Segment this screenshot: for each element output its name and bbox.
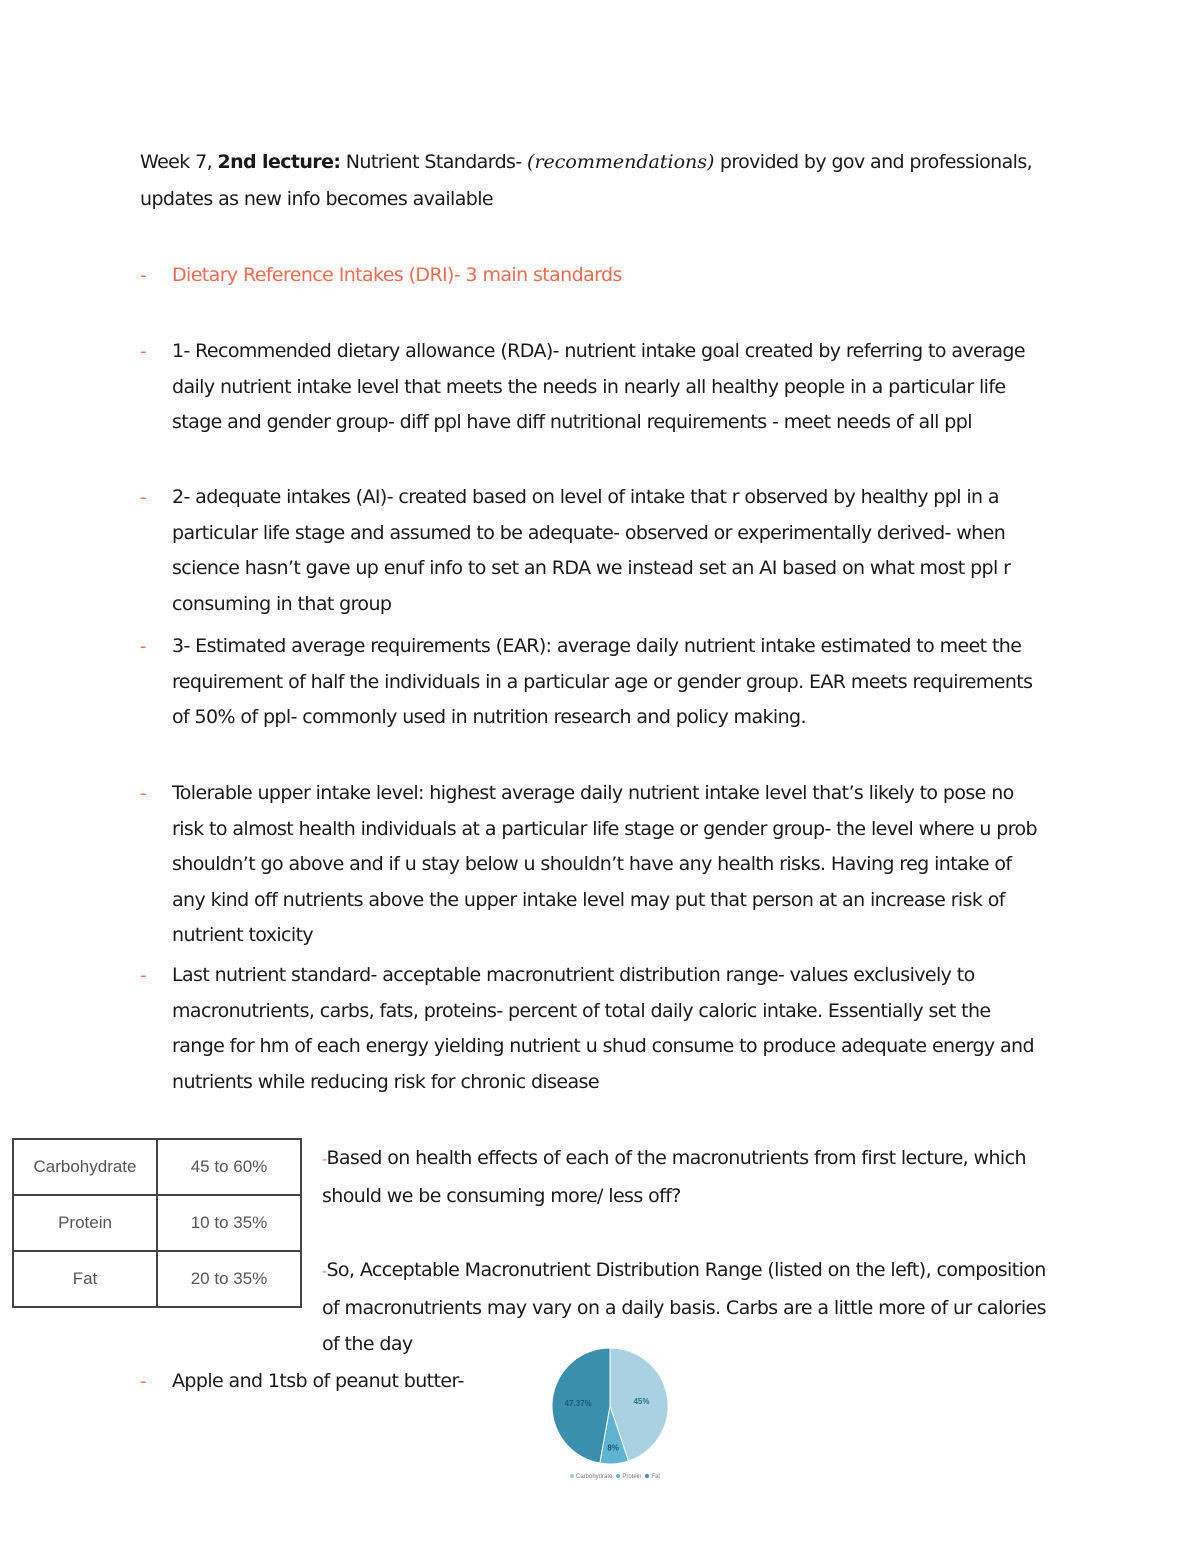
table-cell-nutrient: Carbohydrate — [13, 1139, 157, 1195]
table-cell-range: 45 to 60% — [157, 1139, 301, 1195]
pie-legend — [566, 1474, 660, 1480]
bullet-dash: - — [140, 783, 146, 804]
legend-label: Protein — [622, 1474, 642, 1480]
side-note-text: So, Acceptable Macronutrient Distribution Range (listed on the left), composition of macronutrients may vary on a daily basis. Carbs are a little more of ur calories of the day — [322, 1259, 1046, 1355]
bullet-dash: - — [140, 636, 146, 657]
bullet-apple — [140, 1364, 500, 1400]
side-note-question — [322, 1140, 1062, 1214]
bullet-text: 1- Recommended dietary allowance (RDA)- nutrient intake goal created by referring to average daily nutrient intake level that meets the needs in nearly all healthy people in a particular life stage and gender group- diff ppl have diff nutritional requirements - meet needs of all ppl — [172, 340, 1025, 433]
table-cell-nutrient: Protein — [13, 1195, 157, 1251]
bullet-text: 2- adequate intakes (AI)- created based on level of intake that r observed by healthy ppl in a particular life stage and assumed to be adequate- observed or experimentally derived- when science hasn’t gave up enuf info to set an RDA we instead set an AI based on what most ppl r consuming in that group — [172, 486, 1011, 615]
note-tick: - — [322, 1264, 327, 1280]
intro-text-2: provided by gov and professionals, updates as new info becomes available — [140, 151, 1033, 210]
intro-italic: (recommendations) — [527, 151, 715, 173]
table-cell-range: 10 to 35% — [157, 1195, 301, 1251]
bullet-dash: - — [140, 1371, 146, 1392]
bullet-ul — [140, 776, 1040, 954]
table-cell-nutrient: Fat — [13, 1251, 157, 1307]
bullet-dri — [140, 258, 1040, 294]
bullet-dash: - — [140, 341, 146, 362]
pie-svg — [540, 1336, 680, 1476]
bullet-dash: - — [140, 265, 146, 286]
bullet-text: Tolerable upper intake level: highest average daily nutrient intake level that’s likely to pose no risk to almost health individuals at a particular life stage or gender group- the level where u prob shouldn’t go above and if u stay below u shouldn’t have any health risks. Having reg intake of any kind off nutrients above the upper intake level may put that person at an increase risk of nutrient toxicity — [172, 782, 1037, 946]
table-cell-range: 20 to 35% — [157, 1251, 301, 1307]
bullet-text: Apple and 1tsb of peanut butter- — [172, 1370, 464, 1392]
bullet-dash: - — [140, 487, 146, 508]
legend-swatch — [616, 1474, 620, 1478]
macronutrient-pie-chart — [540, 1336, 680, 1496]
bullet-rda — [140, 334, 1040, 441]
table-row — [13, 1195, 301, 1251]
bullet-ai — [140, 480, 1040, 622]
table-row — [13, 1251, 301, 1307]
bullet-ear — [140, 629, 1040, 736]
bullet-amdr — [140, 958, 1040, 1100]
amdr-table — [12, 1138, 302, 1308]
legend-label: Fat — [651, 1474, 661, 1480]
side-note-amdr — [322, 1252, 1062, 1362]
lecture-intro — [140, 144, 1060, 218]
pie-data-label: 47.37% — [564, 1399, 592, 1409]
note-tick: - — [322, 1152, 327, 1168]
bullet-text: Dietary Reference Intakes (DRI)- 3 main standards — [172, 264, 622, 286]
legend-label: Carbohydrate — [576, 1474, 613, 1480]
legend-swatch — [570, 1474, 574, 1478]
intro-text-1: Nutrient Standards- — [340, 151, 528, 173]
bullet-text: Last nutrient standard- acceptable macronutrient distribution range- values exclusively to macronutrients, carbs, fats, proteins- percent of total daily caloric intake. Essentially set the range for hm of each energy yielding nutrient u shud consume to produce adequate energy and nutrients while reducing risk for chronic disease — [172, 964, 1034, 1093]
week-label: Week 7, — [140, 151, 218, 173]
bullet-text: 3- Estimated average requirements (EAR): average daily nutrient intake estimated to meet the requirement of half the individuals in a particular age or gender group. EAR meets requirements of 50% of ppl- commonly used in nutrition research and policy making. — [172, 635, 1033, 728]
side-note-text: Based on health effects of each of the macronutrients from first lecture, which should we be consuming more/ less off? — [322, 1147, 1026, 1207]
lecture-label: 2nd lecture: — [217, 151, 341, 173]
bullet-dash: - — [140, 965, 146, 986]
pie-data-label: 8% — [607, 1443, 619, 1453]
legend-swatch — [645, 1474, 649, 1478]
pie-data-label: 45% — [633, 1396, 650, 1406]
table-row — [13, 1139, 301, 1195]
